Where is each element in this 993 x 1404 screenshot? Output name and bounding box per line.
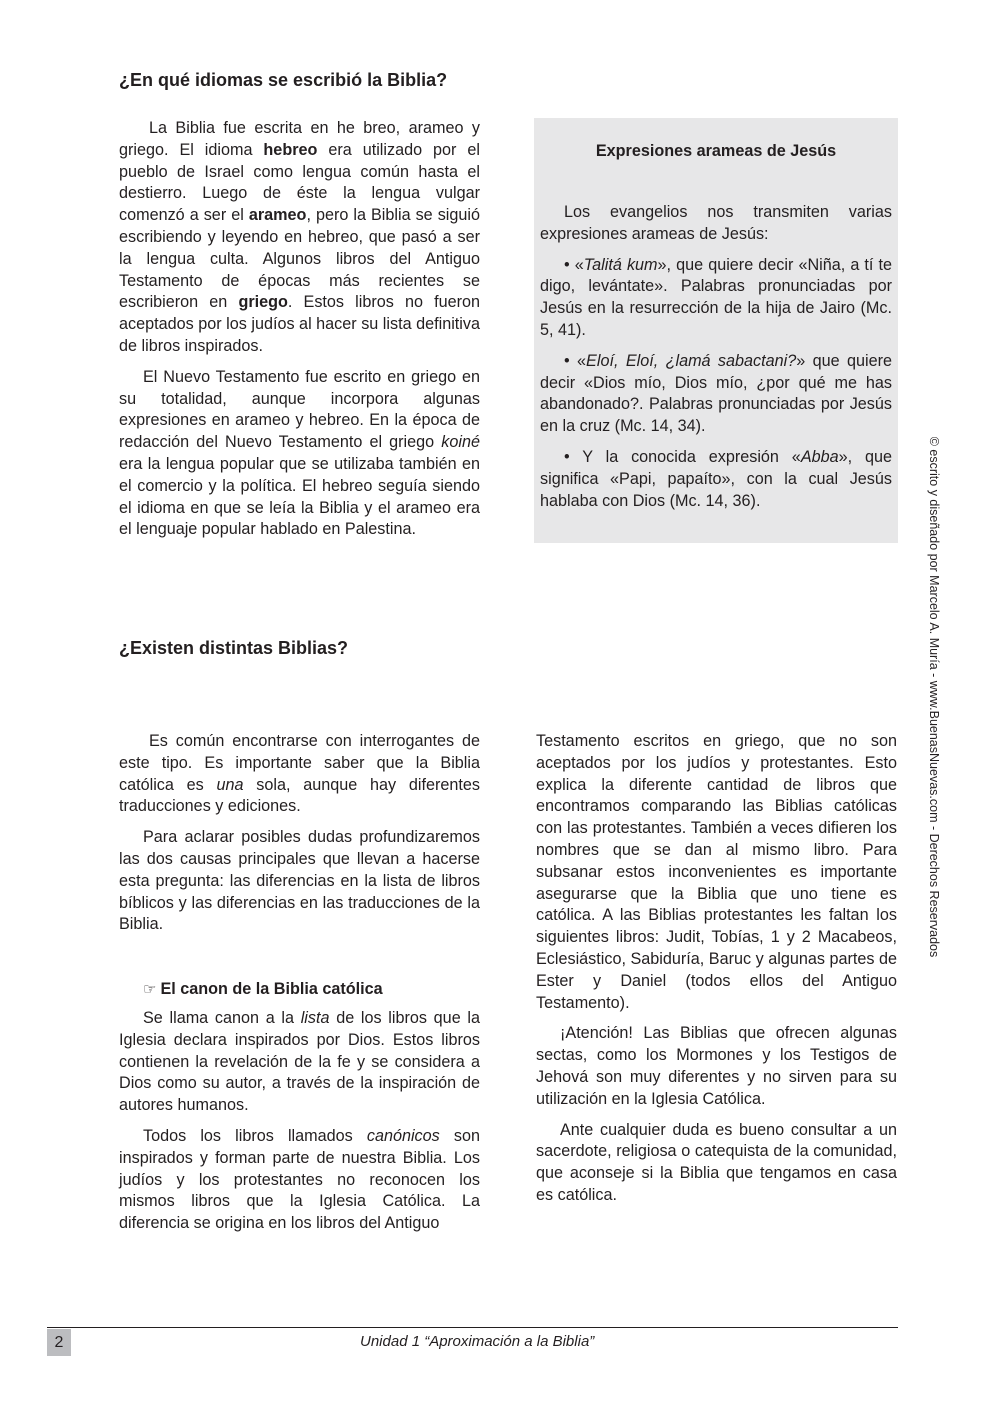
bibles-left-column <box>119 731 480 1244</box>
bibles-paragraph-1 <box>119 731 480 818</box>
languages-paragraph-2 <box>119 367 480 541</box>
footer-unit-title: Unidad 1 “Aproximación a la Biblia” <box>360 1333 595 1350</box>
text: , pero la Biblia se siguió escribiendo y leyendo en hebreo, que pasó a ser la lengua culta. Algunos libros del Antiguo Testamento de épocas más recientes se escribieron en <box>119 206 480 312</box>
italic-term-koine: koiné <box>441 433 480 452</box>
text: de los libros que la Iglesia declara inspirados por Dios. Estos libros contienen la revelación de la fe y se considera a Dios como su autor, a través de la inspiración de autores humanos. <box>119 1008 480 1115</box>
text: El Nuevo Testamento fue escrito en griego en su totalidad, aunque incorpora algunas expresiones en arameo y hebreo. En la época de redacción del Nuevo Testamento el griego <box>119 367 480 452</box>
aramaic-expressions-sidebar <box>534 118 898 543</box>
text: Se llama canon a la <box>143 1008 301 1027</box>
bold-term-griego: griego <box>238 293 288 312</box>
text: era utilizado por el pueblo de Israel como lengua común hasta el destierro. Luego de éste la lengua vulgar comenzó a ser el <box>119 140 480 225</box>
copyright-side-text: © escrito y diseñado por Marcelo A. Muría - www.BuenasNuevas.com - Derechos Reservados <box>927 436 941 958</box>
text: son inspirados y forman parte de nuestra Biblia. Los judíos y los protestantes no reconocen los mismos libros que la Iglesia Católica. La diferencia se origina en los libros del Antiguo <box>119 1126 480 1233</box>
aramaic-phrase: Abba <box>800 447 839 466</box>
text: • « <box>564 351 587 370</box>
canon-subheading <box>143 979 480 1001</box>
bibles-paragraph-3 <box>119 1008 480 1117</box>
languages-paragraph-1 <box>119 118 480 358</box>
page-number: 2 <box>47 1329 71 1356</box>
sidebar-body <box>540 202 892 521</box>
subheading-text: El canon de la Biblia católica <box>160 980 383 999</box>
section-title-bibles: ¿Existen distintas Biblias? <box>119 638 349 658</box>
text: . Estos libros no fueron aceptados por los judíos al hacer su lista definitiva de libros inspirados. <box>119 293 480 355</box>
text: », que significa «Papi, papaíto», con la cual Jesús hablaba con Dios (Mc. 14, 36). <box>540 447 893 510</box>
section-title-languages: ¿En qué idiomas se escribió la Biblia? <box>119 70 448 90</box>
italic-term-lista: lista <box>300 1008 330 1027</box>
sidebar-title: Expresiones arameas de Jesús <box>595 142 837 160</box>
languages-column <box>119 118 480 550</box>
sidebar-item <box>540 351 892 438</box>
text: era la lengua popular que se utilizaba también en el comercio y la política. El hebreo seguía siendo el idioma en que se leía la Biblia y el arameo era el lenguaje popular hablado en Palestina. <box>119 454 480 539</box>
text: sola, aunque hay diferentes traducciones y ediciones. <box>119 775 480 816</box>
pointing-hand-icon: ☞ <box>143 981 157 999</box>
italic-term-una: una <box>216 775 244 794</box>
bibles-paragraph-5: Testamento escritos en griego, que no son aceptados por los judíos y protestantes. Esto explica la diferente cantidad de libros que encontramos comparando las Biblias católicas con las protestantes. También a veces difieren los nombres que se dan al mismo libro. Para subsanar estos inconvenientes es importante asegurarse que la Biblia que uno tiene es católica. A las Biblias protestantes les faltan los siguientes libros: Judit, Tobías, 1 y 2 Macabeos, Eclesiástico, Sabiduría, Baruc y algunas partes de Ester y Daniel (todos ellos del Antiguo Testamento). <box>536 732 897 1012</box>
bibles-paragraph-4 <box>119 1126 480 1235</box>
bibles-paragraph-7: Ante cualquier duda es bueno consultar a un sacerdote, religiosa o catequista de la comunidad, que aconseje si la Biblia que tengamos en casa es católica. <box>536 1120 897 1204</box>
text: La Biblia fue escrita en he breo, arameo y griego. El idioma <box>119 119 480 159</box>
italic-term-canonicos: canónicos <box>366 1126 440 1145</box>
bold-term-arameo: arameo <box>248 206 307 225</box>
bibles-paragraph-2: Para aclarar posibles dudas profundizaremos las dos causas principales que llevan a hacerse esta pregunta: las diferencias en la lista de libros bíblicos y las diferencias en las traducciones de la Biblia. <box>119 828 480 934</box>
text: • Y la conocida expresión « <box>564 447 801 466</box>
text: Es común encontrarse con interrogantes de este tipo. Es importante saber que la Biblia católica es <box>119 732 480 794</box>
sidebar-item <box>540 255 892 342</box>
bibles-paragraph-6: ¡Atención! Las Biblias que ofrecen algunas sectas, como los Mormones y los Testigos de Jehová son muy diferentes y no sirven para su utilización en la Iglesia Católica. <box>536 1024 897 1108</box>
text: » que quiere decir «Dios mío, Dios mío, ¿por qué me has abandonado?. Palabras pronunciadas por Jesús en la cruz (Mc. 14, 34). <box>540 351 892 436</box>
bibles-right-column <box>536 731 897 1216</box>
aramaic-phrase: Talitá kum <box>583 255 658 274</box>
text: », que quiere decir «Niña, a tí te digo, levántate». Palabras pronunciadas por Jesús en la resurrección de la hija de Jairo (Mc. 5, 41). <box>540 255 892 339</box>
bold-term-hebreo: hebreo <box>263 140 318 159</box>
footer-rule <box>47 1327 898 1328</box>
text: • « <box>564 255 584 274</box>
sidebar-item <box>540 447 892 512</box>
sidebar-intro: Los evangelios nos transmiten varias expresiones arameas de Jesús: <box>540 203 892 243</box>
text: Todos los libros llamados <box>143 1126 367 1145</box>
aramaic-phrase: Eloí, Eloí, ¿lamá sabactani? <box>586 351 797 370</box>
